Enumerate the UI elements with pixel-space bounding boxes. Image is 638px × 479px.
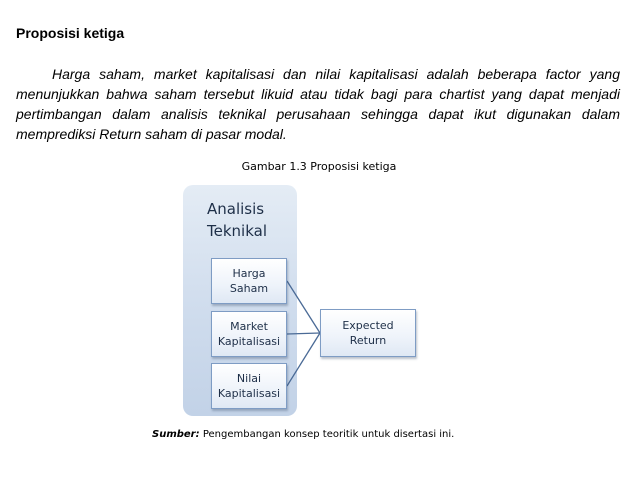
section-heading: Proposisi ketiga	[16, 25, 125, 41]
source-note	[152, 428, 454, 441]
connector-nilai-kapitalisasi	[287, 333, 320, 386]
box-market-kapitalisasi: Market Kapitalisasi	[211, 311, 287, 357]
figure-caption: Gambar 1.3 Proposisi ketiga	[241, 160, 397, 173]
source-label: Sumber:	[152, 429, 200, 440]
box-harga-saham: Harga Saham	[211, 258, 287, 304]
source-text: Pengembangan konsep teoritik untuk disertasi ini.	[202, 429, 455, 440]
panel-title-text: Analisis Teknikal	[207, 200, 267, 240]
connector-harga-saham	[287, 281, 320, 333]
box-expected-return: Expected Return	[320, 309, 416, 357]
body-paragraph: Harga saham, market kapitalisasi dan nilai kapitalisasi adalah beberapa factor yang menunjukkan bahwa saham tersebut likuid atau tidak bagi para chartist yang dapat menjadi pertimbangan dalam analisis teknikal perusahaan sehingga dapat ikut digunakan dalam memprediksi Return saham di pasar modal.	[16, 66, 620, 142]
connector-market-kapitalisasi	[287, 333, 320, 334]
box-nilai-kapitalisasi: Nilai Kapitalisasi	[211, 363, 287, 409]
